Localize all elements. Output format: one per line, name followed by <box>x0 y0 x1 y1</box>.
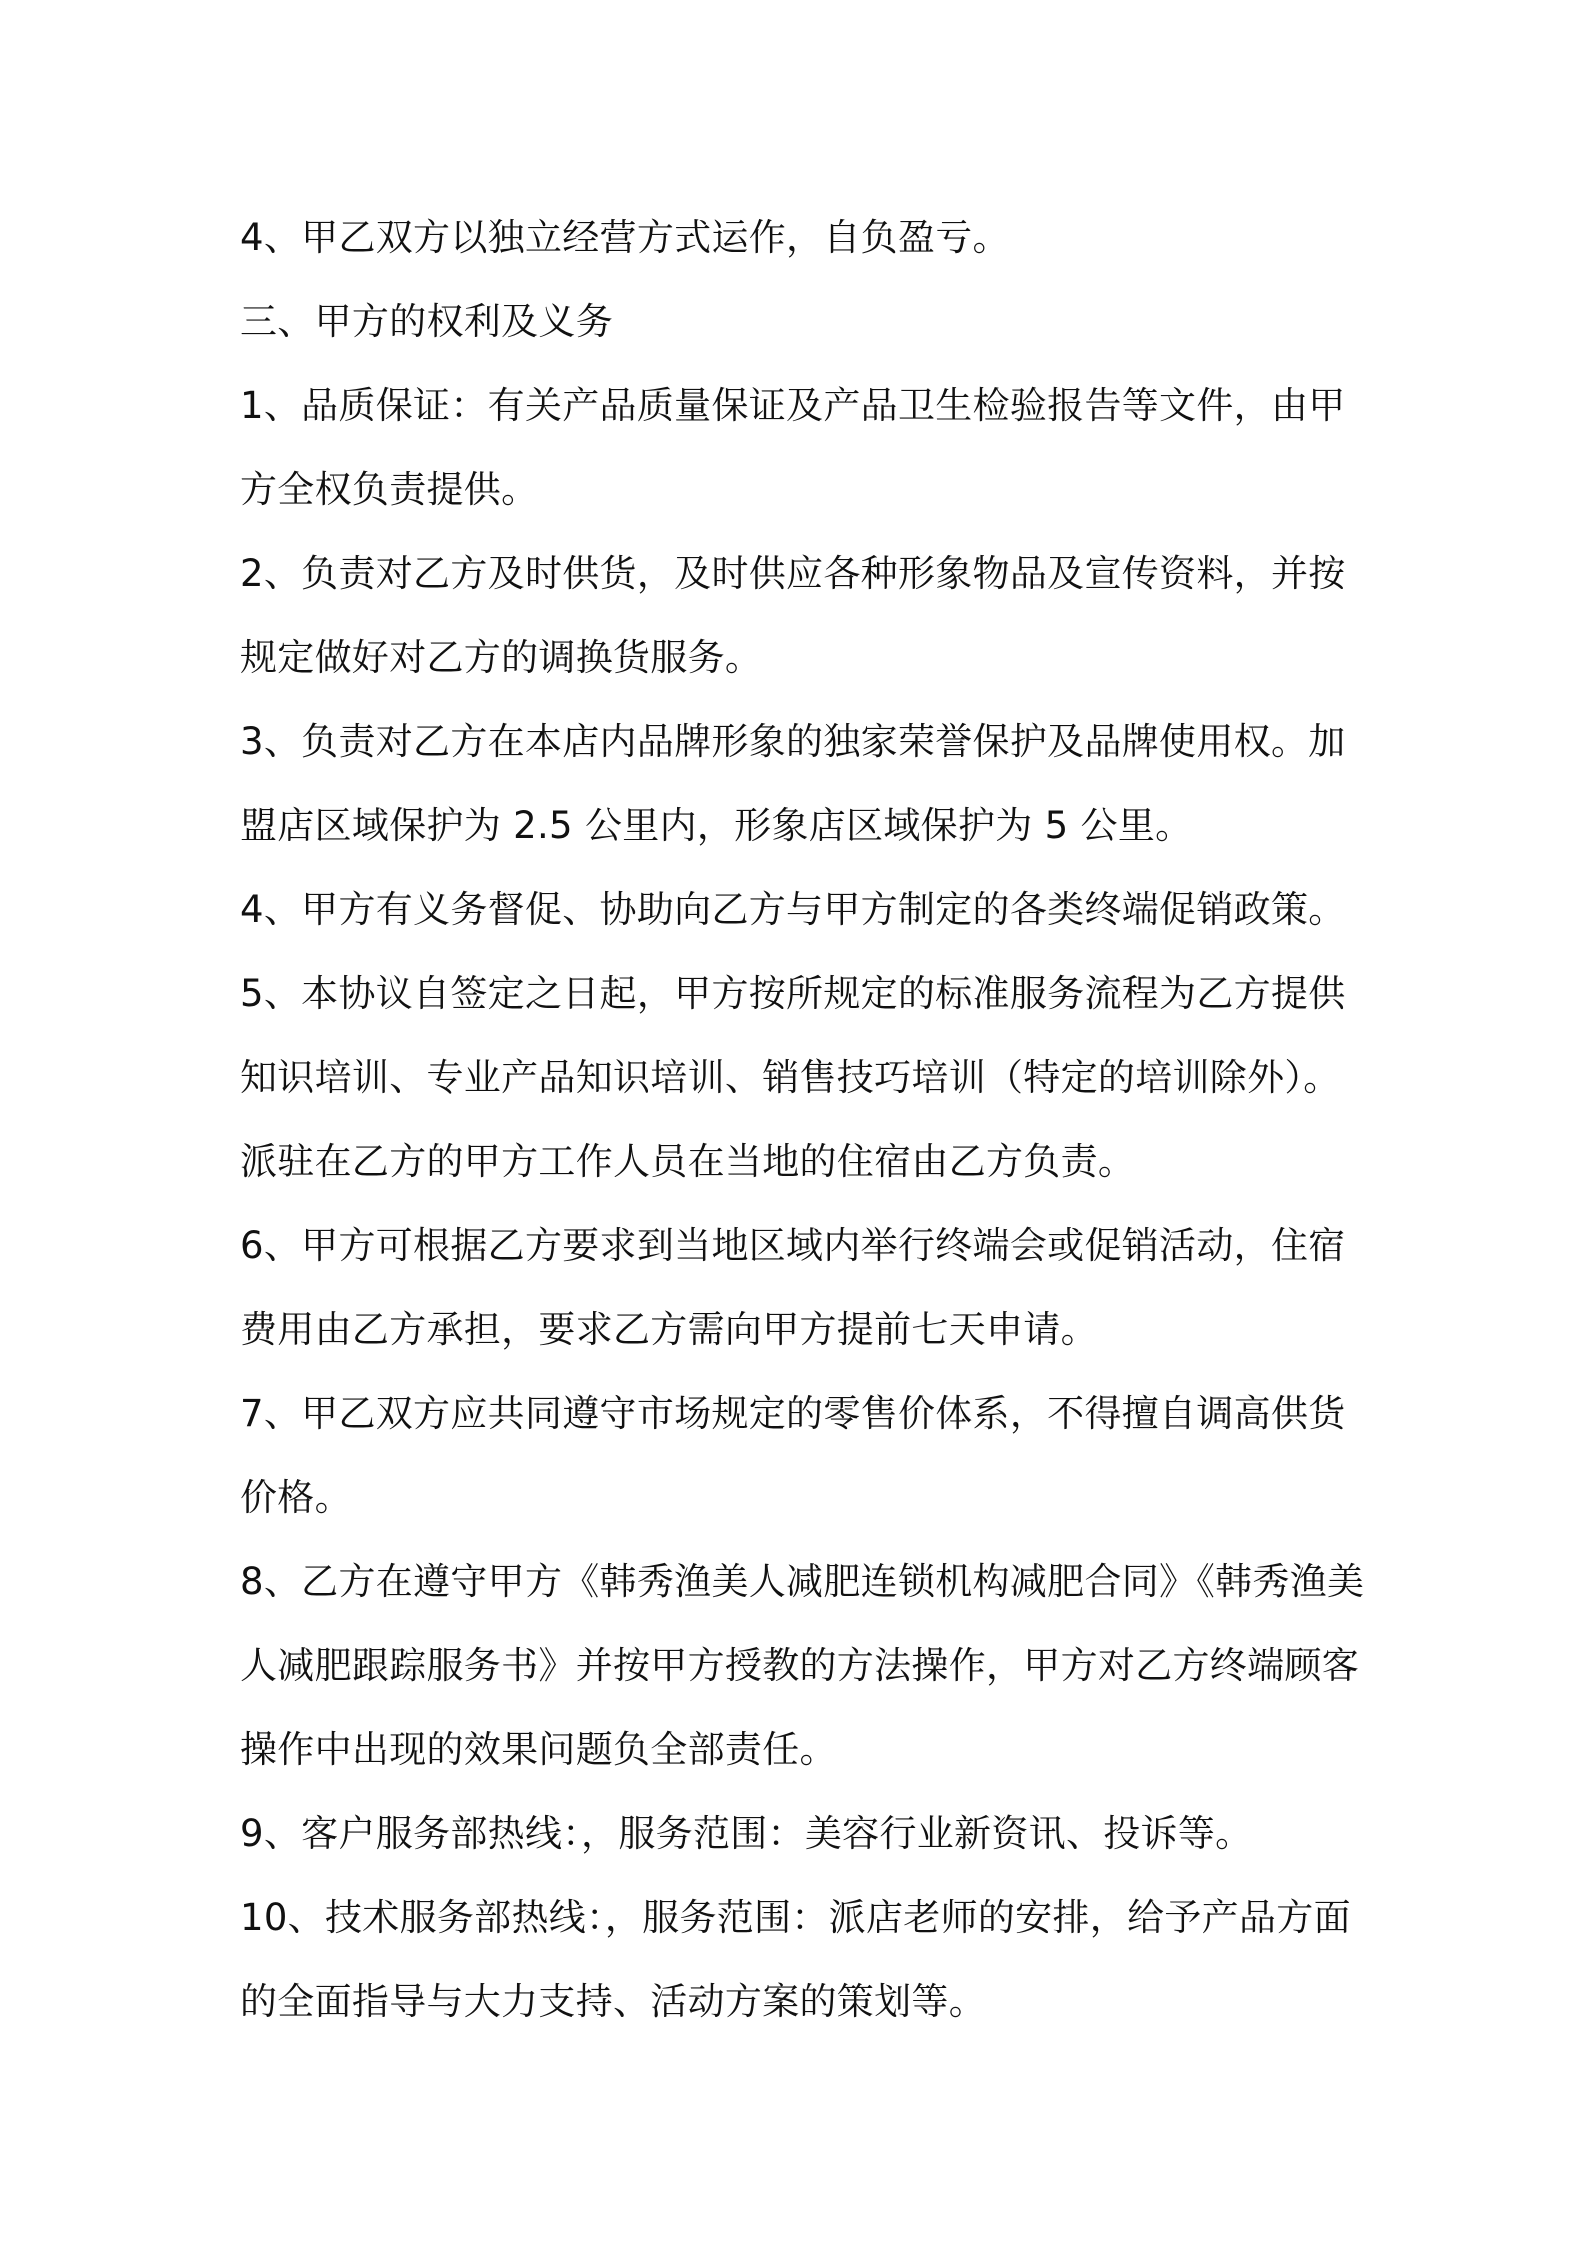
text-line-training-cont-2: 派驻在乙方的甲方工作人员在当地的住宿由乙方负责。 <box>240 1140 1136 1183</box>
text-line-promotion-policy: 4、甲方有义务督促、协助向乙方与甲方制定的各类终端促销政策。 <box>240 888 1346 931</box>
text-line-quality-guarantee: 1、品质保证：有关产品质量保证及产品卫生检验报告等文件，由甲 <box>240 384 1346 427</box>
text-line-pricing-cont: 价格。 <box>240 1476 352 1519</box>
text-line-training: 5、本协议自签定之日起，甲方按所规定的标准服务流程为乙方提供 <box>240 972 1346 1015</box>
text-line-pricing: 7、甲乙双方应共同遵守市场规定的零售价体系，不得擅自调高供货 <box>240 1392 1346 1435</box>
section-heading-party-a-rights: 三、甲方的权利及义务 <box>240 300 613 343</box>
text-line-technical-service-cont: 的全面指导与大力支持、活动方案的策划等。 <box>240 1980 986 2023</box>
text-line-customer-service: 9、客户服务部热线：，服务范围：美容行业新资讯、投诉等。 <box>240 1812 1253 1855</box>
text-line-contract-compliance: 8、乙方在遵守甲方《韩秀渔美人减肥连锁机构减肥合同》《韩秀渔美 <box>240 1560 1365 1603</box>
text-line-events-cont: 费用由乙方承担，要求乙方需向甲方提前七天申请。 <box>240 1308 1098 1351</box>
text-line-quality-guarantee-cont: 方全权负责提供。 <box>240 468 539 511</box>
text-line-contract-compliance-cont: 人减肥跟踪服务书》并按甲方授教的方法操作，甲方对乙方终端顾客 <box>240 1644 1359 1687</box>
text-line-contract-compliance-cont-2: 操作中出现的效果问题负全部责任。 <box>240 1728 837 1771</box>
text-line-technical-service: 10、技术服务部热线：，服务范围：派店老师的安排，给予产品方面 <box>240 1896 1351 1939</box>
document-body <box>240 196 1365 2044</box>
text-line-brand-protection: 3、负责对乙方在本店内品牌形象的独家荣誉保护及品牌使用权。加 <box>240 720 1346 763</box>
text-line-supply-cont: 规定做好对乙方的调换货服务。 <box>240 636 763 679</box>
text-line-clause-4-operation: 4、甲乙双方以独立经营方式运作，自负盈亏。 <box>240 216 1010 259</box>
text-line-brand-protection-cont: 盟店区域保护为 2.5 公里内，形象店区域保护为 5 公里。 <box>240 804 1193 847</box>
text-line-training-cont: 知识培训、专业产品知识培训、销售技巧培训（特定的培训除外）。 <box>240 1056 1341 1099</box>
text-line-events: 6、甲方可根据乙方要求到当地区域内举行终端会或促销活动，住宿 <box>240 1224 1346 1267</box>
text-line-supply: 2、负责对乙方及时供货，及时供应各种形象物品及宣传资料，并按 <box>240 552 1346 595</box>
